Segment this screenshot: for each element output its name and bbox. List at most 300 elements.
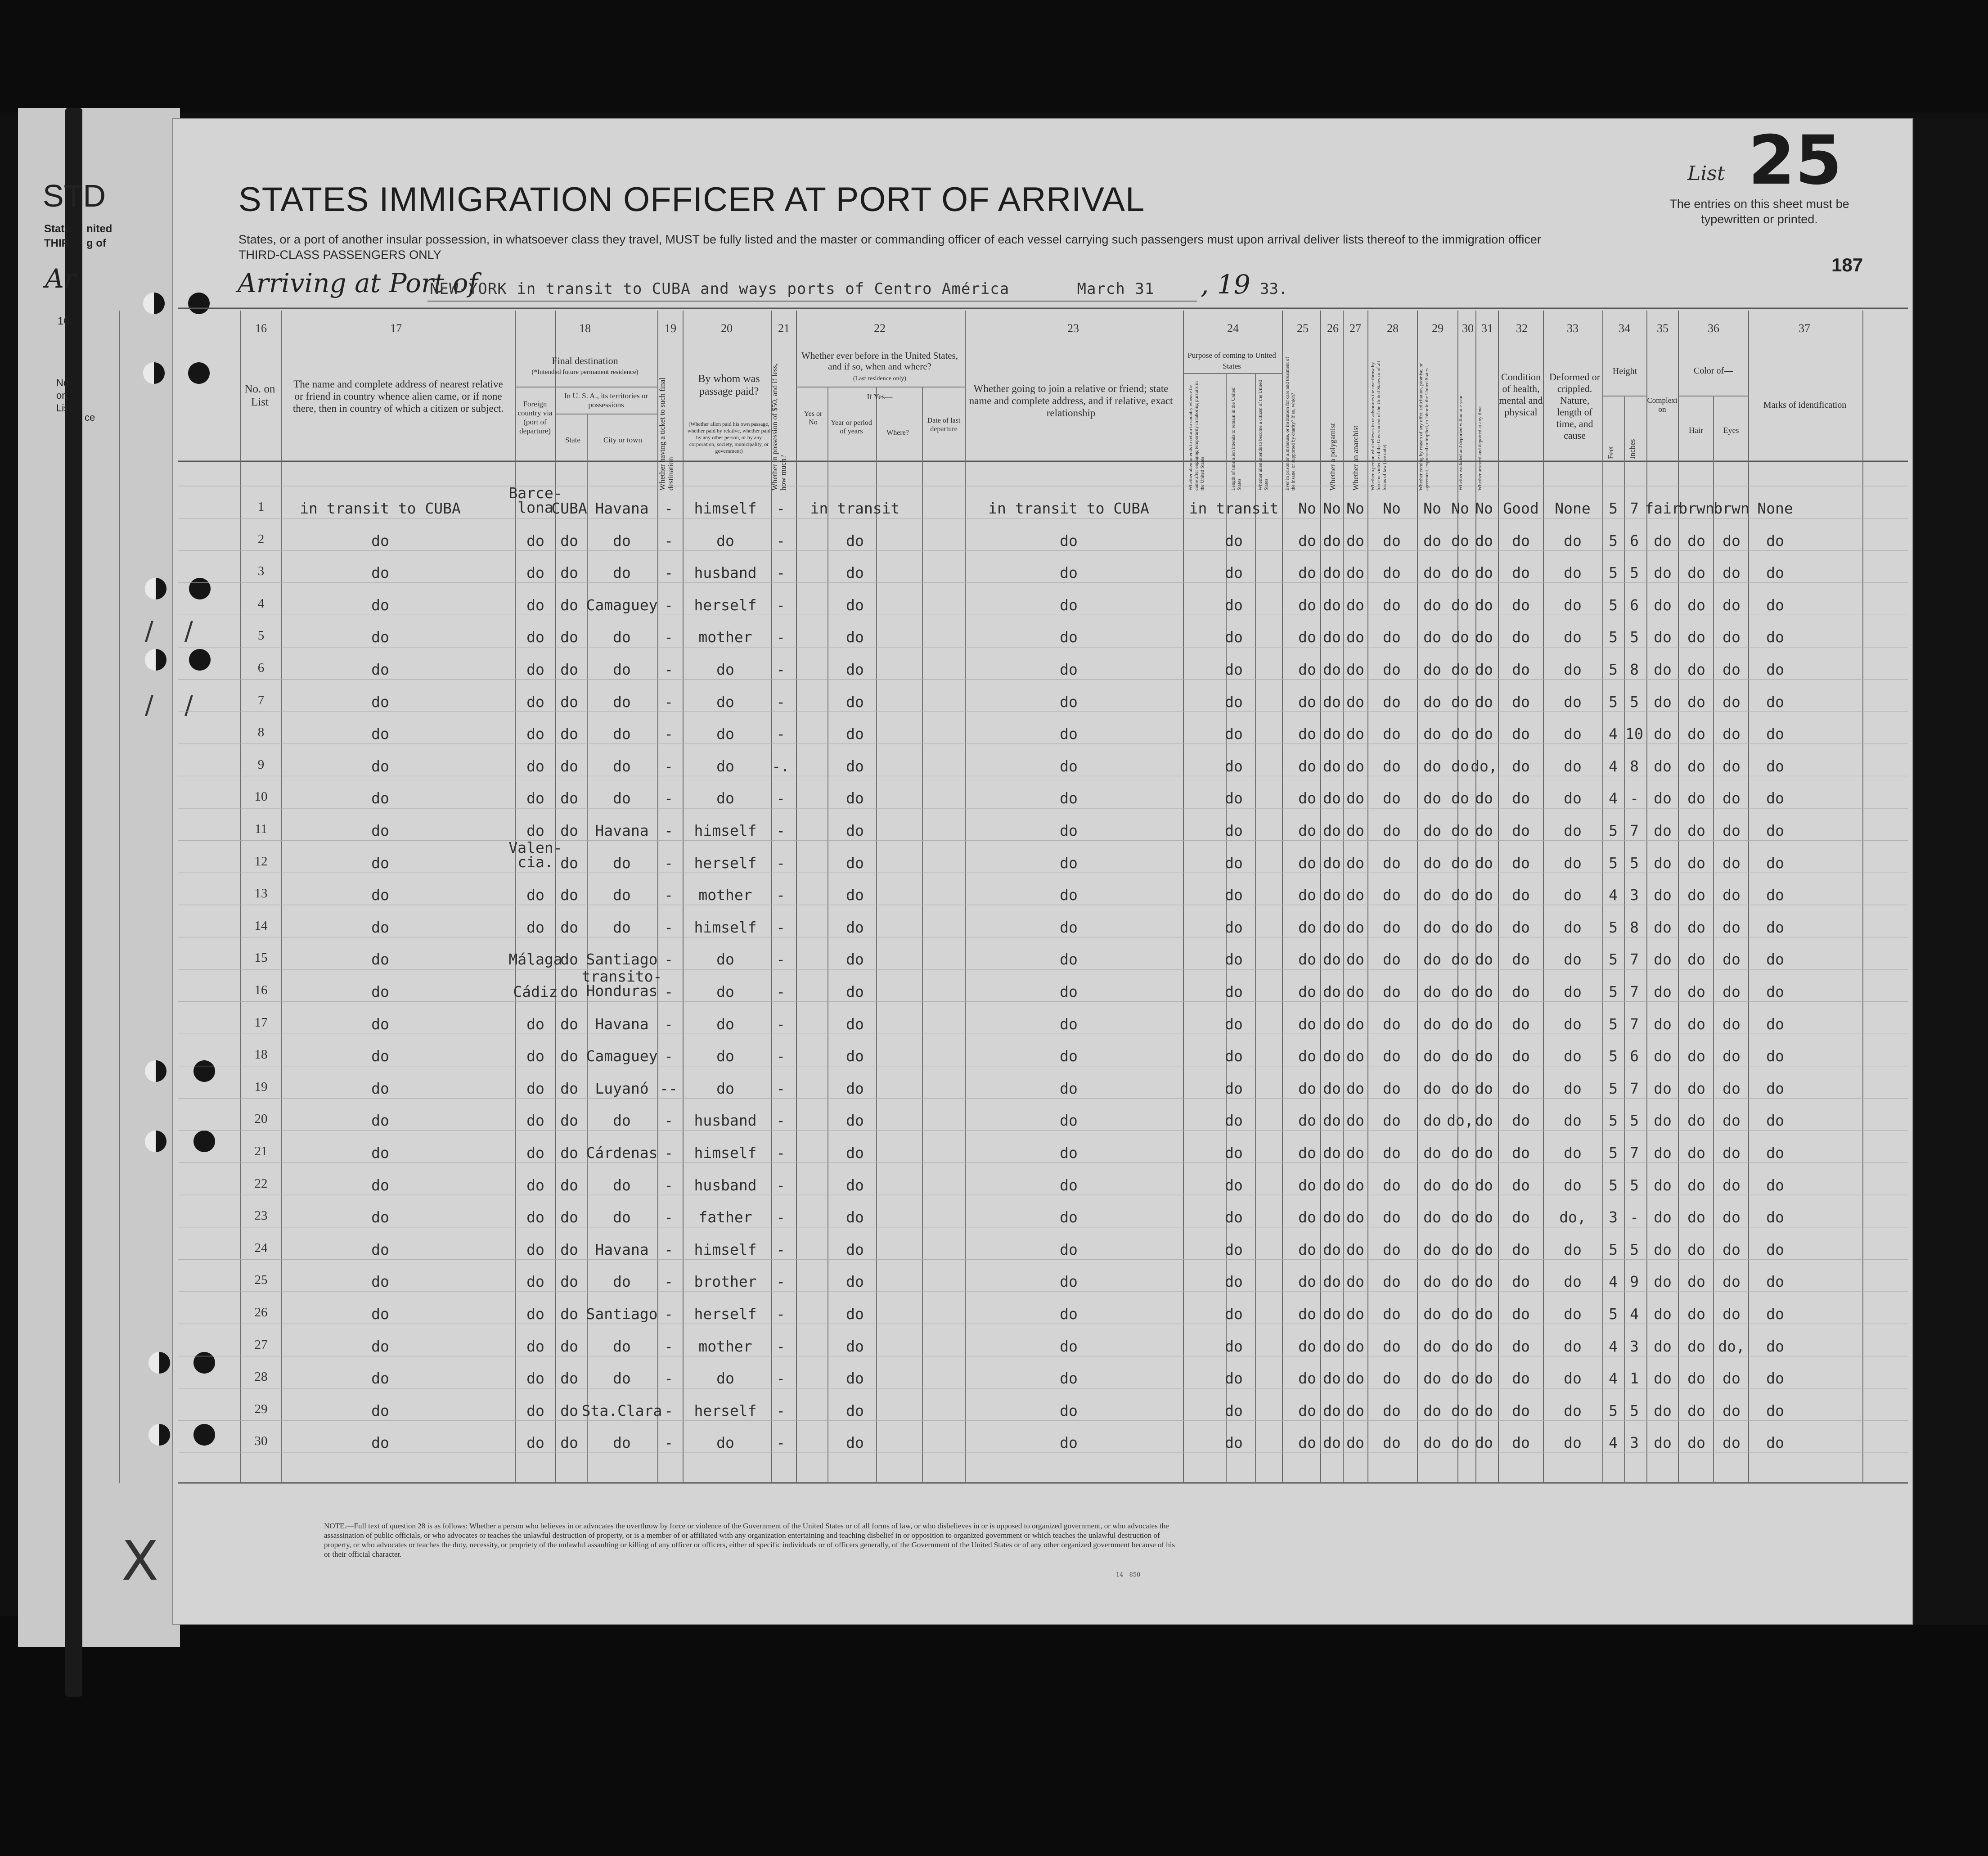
cell-marks: do [1766,1079,1784,1097]
cell-health: do [1512,1369,1530,1387]
column-number-25: 25 [1297,322,1309,335]
cell-purpose: do [1225,596,1243,614]
cell-city: do [613,693,631,711]
cell-before: do [846,918,864,936]
cell-c27: do [1346,951,1364,969]
cell-marks: do [1766,532,1784,550]
cell-foreign: do [526,564,544,582]
cell-c27: do [1346,1208,1364,1226]
cell-c17: do [371,1434,389,1452]
header-if-yes: If Yes— [867,392,893,401]
cell-ticket: - [664,1305,673,1323]
cell-c25: do [1298,1273,1316,1291]
cell-foreign: do [526,693,544,711]
cell-inches: 8 [1630,757,1639,775]
cell-inches: 3 [1630,1434,1639,1452]
cell-paid: herself [694,1305,757,1323]
arrival-label: Arriving at Port of [238,268,478,298]
cell-foreign: do [526,1079,544,1097]
cell-c30: do [1451,532,1469,550]
cell-c31: No [1475,500,1493,517]
arrival-port-text: NEW-YORK in transit to CUBA and ways ports of Centro América March 31 [430,280,1155,298]
cell-marks: do [1766,822,1784,839]
cell-c26: No [1323,500,1341,517]
cell-feet: 4 [1609,1369,1618,1387]
cell-city: do [613,918,631,936]
cell-complexion: do [1654,693,1672,711]
cell-complexion: do [1654,1079,1672,1097]
cell-money: - [776,1144,785,1162]
cell-paid: brother [694,1273,757,1291]
cell-c30: do [1451,1305,1469,1323]
cell-state: do [560,822,578,839]
cell-foreign: do [526,918,544,936]
cell-complexion: do [1654,789,1672,807]
cell-ticket: - [664,983,673,1000]
column-number-33: 33 [1567,322,1579,335]
cell-foreign: do [526,1112,544,1130]
cell-city: do [613,532,631,550]
cell-ticket: - [664,693,673,711]
cell-deformed: do [1564,1240,1582,1258]
cell-deformed: do [1564,532,1582,550]
cell-deformed: do [1564,564,1582,582]
cell-health: do [1512,693,1530,711]
column-number-23: 23 [1067,322,1079,335]
cell-marks: do [1766,1144,1784,1162]
cell-money: - [776,1434,785,1452]
cell-feet: 5 [1609,1401,1618,1419]
cell-inches: 5 [1630,628,1639,646]
cell-state: do [560,1047,578,1065]
cell-state: do [560,789,578,807]
cell-paid: mother [698,1337,752,1355]
row-number: 23 [254,1208,268,1223]
cell-complexion: do [1654,661,1672,678]
cell-c30: do, [1447,1112,1474,1130]
scan-border-top [0,0,1988,113]
cell-city: Camaguey [586,596,658,614]
cell-state: do [560,661,578,678]
cell-feet: 5 [1609,1047,1618,1065]
cell-money: - [776,1208,785,1226]
arrival-year: 33. [1260,280,1288,298]
cell-c28: do [1383,854,1401,872]
cell-c31: do [1475,1047,1493,1065]
cell-paid: himself [694,500,757,517]
cell-feet: 5 [1609,1176,1618,1194]
cell-state: do [560,1273,578,1291]
cell-c31: do [1475,1015,1493,1033]
cell-eyes: do [1723,1369,1741,1387]
cell-health: do [1512,1047,1530,1065]
cell-c30: do [1451,1144,1469,1162]
cell-c31: do [1475,822,1493,839]
cell-hair: do [1687,1305,1705,1323]
cell-complexion: do [1654,886,1672,904]
cell-c26: do [1323,532,1341,550]
cell-eyes: do [1723,789,1741,807]
cell-money: - [776,822,785,839]
cell-join: do [1060,532,1078,550]
pencil-slash-mark: / [145,617,153,646]
cell-inches: 8 [1630,661,1639,678]
cell-marks: do [1766,1369,1784,1387]
cell-health: do [1512,1401,1530,1419]
cell-c17: do [371,1369,389,1387]
cell-purpose: do [1225,1112,1243,1130]
cell-state: do [560,1434,578,1452]
cell-feet: 5 [1609,918,1618,936]
cell-c30: do [1451,1015,1469,1033]
cell-state: do [560,628,578,646]
cell-money: - [776,789,785,807]
cell-hair: do [1687,1079,1705,1097]
cell-paid: himself [694,918,757,936]
cell-c31: do [1475,532,1493,550]
cell-c17: do [371,789,389,807]
cell-state: do [560,1144,578,1162]
cell-c29: do [1423,1144,1441,1162]
cell-paid: himself [694,822,757,839]
column-number-29: 29 [1432,322,1444,335]
cell-complexion: do [1654,628,1672,646]
cell-foreign: do [526,1401,544,1419]
cell-ticket: - [664,661,673,678]
cell-c26: do [1323,693,1341,711]
cell-c26: do [1323,822,1341,839]
cell-complexion: do [1654,1401,1672,1419]
instructions-line-1: States, or a port of another insular possession, in whatsoever class they travel, MUST be fully listed and the master or commanding officer of each vessel carrying such passengers must upon arrival deliver lists thereof to the immigration officer [238,233,1541,246]
cell-ticket: -- [660,1079,678,1097]
cell-join: do [1060,1434,1078,1452]
header-height: Height [1612,366,1637,376]
cell-ticket: - [664,1144,673,1162]
header-yes-or-no: Yes or No [804,410,823,426]
cell-inches: 10 [1625,725,1643,743]
header-complexion: Complexion [1647,396,1678,414]
cell-before: do [846,1305,864,1323]
cell-before: do [846,532,864,550]
cell-purpose: do [1225,983,1243,1000]
cell-deformed: do [1564,628,1582,646]
cell-paid: husband [694,1176,757,1194]
cell-state: do [560,1176,578,1194]
cell-hair: do [1687,1015,1705,1033]
cell-c17: do [371,1176,389,1194]
cell-before: do [846,983,864,1000]
cell-c31: do [1475,693,1493,711]
cell-c25: do [1298,983,1316,1000]
cell-c25: do [1298,918,1316,936]
cell-c30: do [1451,1240,1469,1258]
cell-purpose: do [1225,1369,1243,1387]
pencil-slash-mark: / [184,691,193,720]
cell-feet: 5 [1609,500,1618,517]
cell-eyes: do [1723,1176,1741,1194]
cell-hair: do [1687,1047,1705,1065]
row-number: 3 [257,564,265,579]
cell-feet: 5 [1609,1079,1618,1097]
cell-c31: do [1475,1434,1493,1452]
cell-health: do [1512,596,1530,614]
cell-paid: do [716,661,734,678]
row-number: 1 [257,500,265,514]
cell-ticket: - [664,1112,673,1130]
cell-c17: do [371,1273,389,1291]
cell-c25: do [1298,1176,1316,1194]
cell-ticket: - [664,1208,673,1226]
cell-eyes: do [1723,628,1741,646]
header-feet: Feet [1606,446,1615,459]
cell-before: do [846,822,864,839]
cell-join: do [1060,1240,1078,1258]
header-ever-before: Whether ever before in the United States, and if so, when and where? [801,350,958,372]
cell-c31: do [1475,983,1493,1000]
cell-feet: 5 [1609,532,1618,550]
header-hair: Hair [1689,426,1703,435]
cell-hair: do [1687,1369,1705,1387]
cell-inches: 8 [1630,918,1639,936]
cell-c28: do [1383,1208,1401,1226]
cell-paid: do [716,1369,734,1387]
instructions-line-2: THIRD-CLASS PASSENGERS ONLY [238,248,441,261]
cell-marks: do [1766,1434,1784,1452]
cell-health: do [1512,951,1530,969]
cell-inches: 7 [1630,500,1639,517]
header-in-usa: In U. S. A., its territories or possessions [564,392,648,409]
cell-paid: herself [694,596,757,614]
cell-city: Camaguey [586,1047,658,1065]
punch-hole [193,1060,215,1082]
cell-c17: do [371,532,389,550]
cell-state: do [560,918,578,936]
punch-hole [145,1131,166,1152]
cell-c27: do [1346,564,1364,582]
cell-purpose: do [1225,1015,1243,1033]
cell-eyes: do [1723,1047,1741,1065]
cell-before: do [846,725,864,743]
cell-deformed: do [1564,1112,1582,1130]
cell-c30: do [1451,822,1469,839]
cell-health: do [1512,1208,1530,1226]
cell-paid: himself [694,1144,757,1162]
cell-complexion: do [1654,1240,1672,1258]
cell-hair: do [1687,628,1705,646]
cell-c29: do [1423,725,1441,743]
cell-c17: do [371,1337,389,1355]
cell-purpose: do [1225,1434,1243,1452]
row-number: 10 [254,789,268,804]
cell-foreign: Cádiz [513,983,558,1000]
cell-c30: do [1451,886,1469,904]
cell-join: do [1060,628,1078,646]
row-number: 16 [254,983,268,997]
cell-health: do [1512,1176,1530,1194]
header-money: Whether in possession of $50, and if less, how much? [770,363,787,491]
punch-hole [193,1131,215,1152]
cell-marks: do [1766,1176,1784,1194]
cell-join: do [1060,1079,1078,1097]
cell-inches: 5 [1630,1401,1639,1419]
cell-c26: do [1323,886,1341,904]
cell-health: do [1512,757,1530,775]
cell-c31: do [1475,951,1493,969]
cell-money: - [776,1176,785,1194]
cell-c31: do [1475,1176,1493,1194]
cell-purpose: do [1225,1337,1243,1355]
cell-deformed: do [1564,886,1582,904]
cell-c31: do, [1471,757,1498,775]
header-color-of: Color of— [1693,366,1733,376]
cell-c26: do [1323,854,1341,872]
cell-complexion: do [1654,1208,1672,1226]
left-fragment-no: No. [56,377,72,388]
cell-marks: do [1766,1401,1784,1419]
cell-paid: father [698,1208,752,1226]
cell-state: do [560,983,578,1000]
instructions [238,232,1678,262]
cell-purpose: do [1225,854,1243,872]
cell-state: do [560,693,578,711]
cell-c27: do [1346,1401,1364,1419]
cell-c29: do [1423,1079,1441,1097]
cell-deformed: do [1564,1337,1582,1355]
cell-c31: do [1475,1401,1493,1419]
cell-foreign: do [526,1337,544,1355]
cell-foreign: do [526,1434,544,1452]
cell-purpose: do [1225,1305,1243,1323]
cell-hair: do [1687,951,1705,969]
header-inches: Inches [1628,439,1637,459]
cell-join: do [1060,1208,1078,1226]
cell-complexion: do [1654,822,1672,839]
cell-eyes: do [1723,532,1741,550]
cell-c17: do [371,1144,389,1162]
row-number: 6 [257,661,265,675]
cell-deformed: do [1564,757,1582,775]
cell-eyes: do [1723,596,1741,614]
cell-join: do [1060,1112,1078,1130]
cell-c25: do [1298,1015,1316,1033]
header-where: Where? [886,429,909,437]
cell-c25: No [1298,500,1316,517]
cell-complexion: do [1654,1337,1672,1355]
cell-feet: 5 [1609,822,1618,839]
cell-city: do [613,725,631,743]
cell-inches: 5 [1630,1112,1639,1130]
cell-c25: do [1298,1208,1316,1226]
column-number-27: 27 [1349,322,1361,335]
cell-marks: None [1757,500,1793,517]
cell-hair: do [1687,1337,1705,1355]
cell-c26: do [1323,951,1341,969]
cell-before: do [846,1015,864,1033]
cell-eyes: do [1723,661,1741,678]
column-number-37: 37 [1799,322,1810,335]
row-number: 12 [254,854,268,869]
cell-c30: do [1451,983,1469,1000]
cell-ticket: - [664,1401,673,1419]
header-final-destination-sub: (*Intended future permanent residence) [531,369,639,376]
cell-c25: do [1298,596,1316,614]
cell-money: - [776,564,785,582]
cell-before: do [846,1273,864,1291]
cell-state: do [560,1015,578,1033]
column-number-24: 24 [1227,322,1239,335]
cell-c31: do [1475,1079,1493,1097]
cell-purpose: do [1225,918,1243,936]
header-purpose-length: Length of time alien intends to remain in the United States [1231,387,1242,491]
cell-purpose: do [1225,1079,1243,1097]
cell-money: - [776,1273,785,1291]
cell-ticket: - [664,1369,673,1387]
cell-complexion: do [1654,757,1672,775]
column-number-30: 30 [1462,322,1474,335]
column-number-22: 22 [874,322,886,335]
cell-c28: do [1383,757,1401,775]
cell-foreign: do [526,596,544,614]
cell-foreign: do [526,1208,544,1226]
cell-join: do [1060,1047,1078,1065]
cell-health: do [1512,1337,1530,1355]
cell-paid: do [716,983,734,1000]
cell-deformed: do [1564,1144,1582,1162]
cell-complexion: do [1654,1305,1672,1323]
cell-before: do [846,628,864,646]
cell-hair: do [1687,693,1705,711]
column-number-19: 19 [665,322,676,335]
cell-c26: do [1323,596,1341,614]
cell-c31: do [1475,1273,1493,1291]
typewritten-note: The entries on this sheet must be typewritten or printed. [1669,197,1849,226]
cell-c26: do [1323,1434,1341,1452]
cell-inches: - [1630,1208,1639,1226]
cell-purpose: do [1225,564,1243,582]
cell-inches: 7 [1630,1079,1639,1097]
cell-join: do [1060,1015,1078,1033]
cell-paid: do [716,532,734,550]
cell-c30: do [1451,1337,1469,1355]
cell-complexion: do [1654,1176,1672,1194]
page-title: STATES IMMIGRATION OFFICER AT PORT OF ARRIVAL [238,180,1145,219]
cell-deformed: do [1564,918,1582,936]
header-prison: Ever in prison or almshouse, or institution for care and treatment of the insane, or supported by charity? If so, which? [1285,357,1296,491]
cell-before: do [846,1401,864,1419]
cell-c17: do [371,1047,389,1065]
cell-purpose: do [1225,532,1243,550]
cell-join: do [1060,1176,1078,1194]
column-number-32: 32 [1516,322,1528,335]
cell-complexion: do [1654,918,1672,936]
cell-inches: 7 [1630,822,1639,839]
cell-c29: do [1423,1240,1441,1258]
cell-join: do [1060,789,1078,807]
cell-deformed: do [1564,1369,1582,1387]
cell-c30: do [1451,1434,1469,1452]
cell-foreign: do [526,1015,544,1033]
cell-state: do [560,757,578,775]
cell-purpose: do [1225,822,1243,839]
cell-city: do [613,1176,631,1194]
cell-join: do [1060,725,1078,743]
row-number: 25 [254,1273,268,1288]
cell-join: do [1060,1144,1078,1162]
cell-paid: husband [694,1112,757,1130]
cell-health: do [1512,854,1530,872]
cell-hair: do [1687,1144,1705,1162]
cell-c28: do [1383,596,1401,614]
